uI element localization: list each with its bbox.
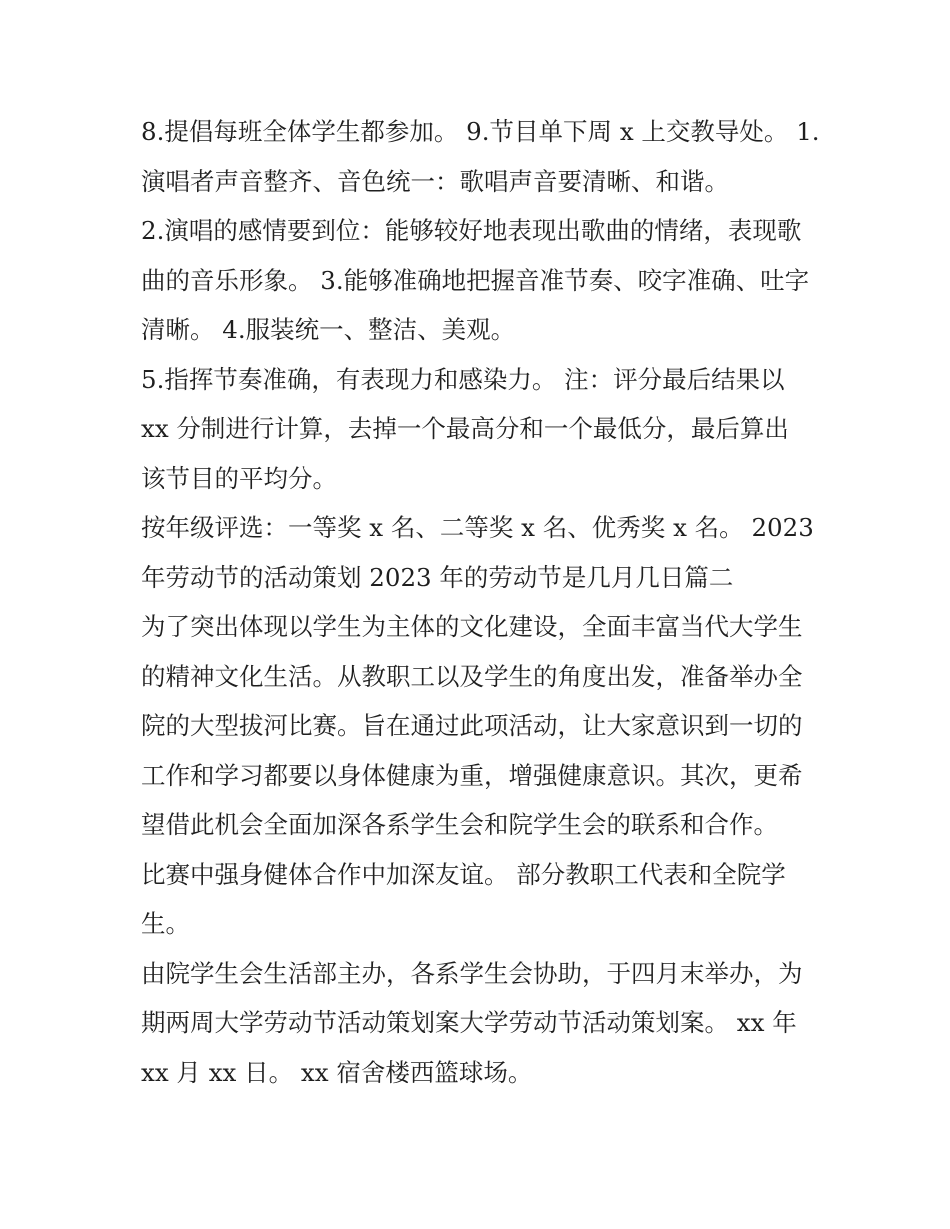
text-line: 生。 (141, 909, 190, 938)
text-line: 由院学生会生活部主办，各系学生会协助，于四月末举办，为 (141, 958, 803, 988)
text-line: 按年级评选：一等奖 x 名、二等奖 x 名、优秀奖 x 名。 2023 (141, 513, 814, 542)
text-line: xx 月 xx 日。 xx 宿舍楼西篮球场。 (141, 1057, 533, 1087)
text-line: 8.提倡每班全体学生都参加。 9.节目单下周 x 上交教导处。 1. (141, 117, 820, 146)
text-line: xx 分制进行计算，去掉一个最高分和一个最低分，最后算出 (141, 414, 789, 443)
text-line: 工作和学习都要以身体健康为重，增强健康意识。其次，更希 (141, 760, 803, 790)
text-line: 望借此机会全面加深各系学生会和院学生会的联系和合作。 (141, 810, 778, 839)
text-line: 曲的音乐形象。 3.能够准确地把握音准节奏、咬字准确、吐字 (141, 265, 810, 295)
text-line: 年劳动节的活动策划 2023 年的劳动节是几月几日篇二 (141, 562, 734, 592)
text-line: 比赛中强身健体合作中加深友谊。 部分教职工代表和全院学 (141, 859, 786, 889)
text-line: 2.演唱的感情要到位：能够较好地表现出歌曲的情绪，表现歌 (141, 216, 802, 245)
text-line: 的精神文化生活。从教职工以及学生的角度出发，准备举办全 (141, 661, 803, 691)
text-line: 为了突出体现以学生为主体的文化建设，全面丰富当代大学生 (141, 612, 803, 641)
text-line: 期两周大学劳动节活动策划案大学劳动节活动策划案。 xx 年 (141, 1008, 797, 1037)
text-line: 演唱者声音整齐、音色统一：歌唱声音要清晰、和谐。 (141, 166, 729, 196)
text-line: 该节目的平均分。 (141, 463, 337, 493)
text-line: 院的大型拔河比赛。旨在通过此项活动，让大家意识到一切的 (141, 711, 803, 740)
text-line: 5.指挥节奏准确，有表现力和感染力。 注：评分最后结果以 (141, 364, 785, 394)
text-line: 清晰。 4.服装统一、整洁、美观。 (141, 315, 516, 344)
document-body (141, 107, 821, 1097)
